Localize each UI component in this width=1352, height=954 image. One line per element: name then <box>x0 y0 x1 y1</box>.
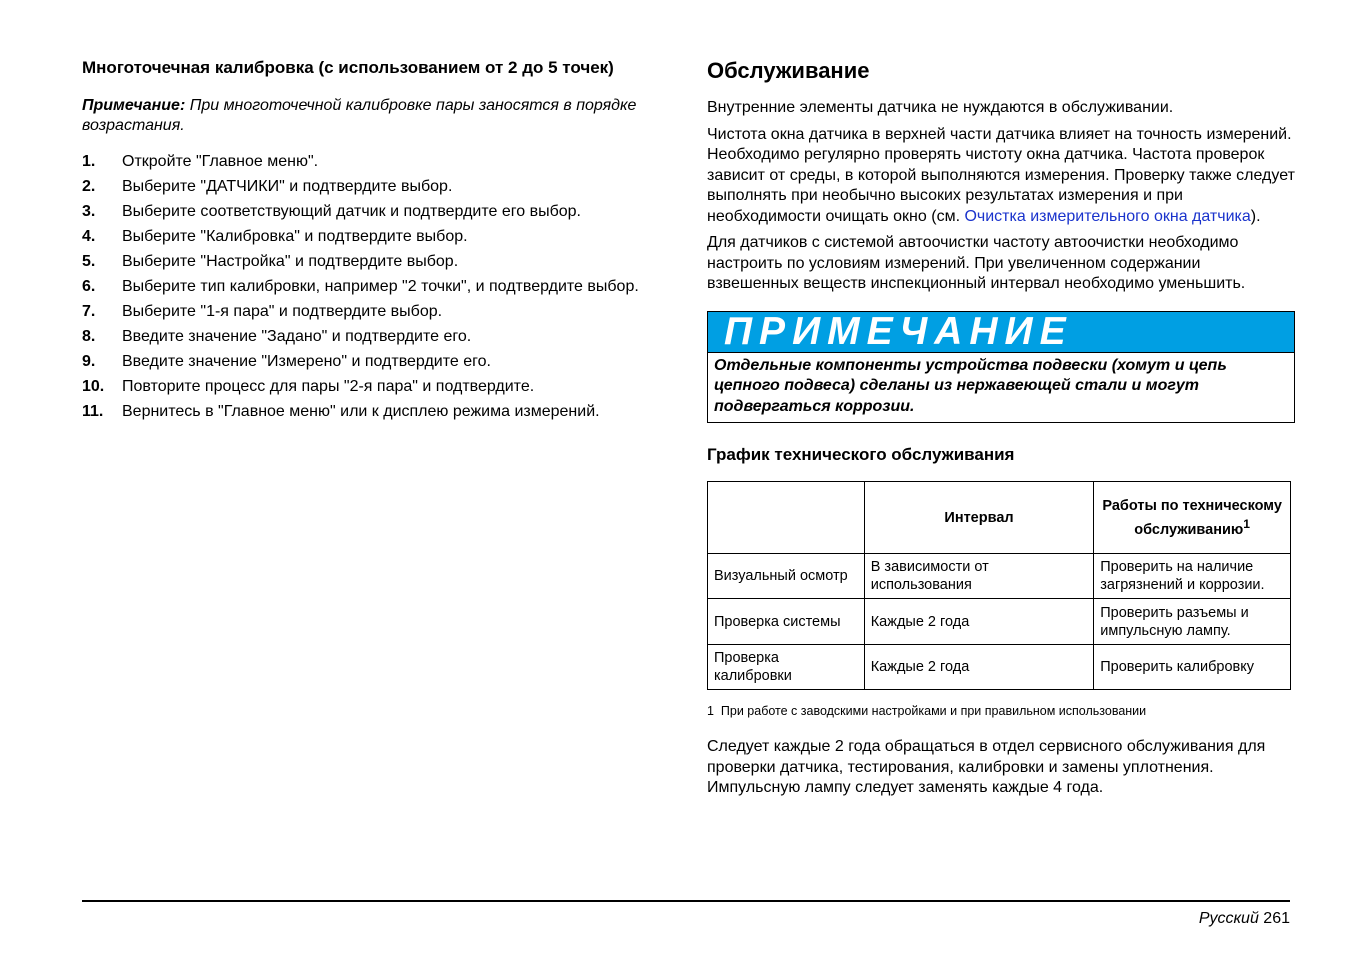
list-item <box>82 377 672 397</box>
list-item <box>82 302 672 322</box>
notice-box <box>707 311 1295 424</box>
footer-divider <box>82 900 1290 902</box>
list-item <box>82 202 672 222</box>
header-text: Работы по техническому обслуживанию <box>1102 497 1282 538</box>
step-text: Выберите тип калибровки, например "2 точки", и подтвердите выбор. <box>122 278 639 295</box>
list-item <box>82 352 672 372</box>
right-column <box>707 58 1295 799</box>
table-row <box>708 554 1291 599</box>
footnote-ref: 1 <box>1243 516 1250 531</box>
cleaning-window-link[interactable]: Очистка измерительного окна датчика <box>964 207 1251 225</box>
paragraph-text: Чистота окна датчика в верхней части датчика влияет на точность измерений. Необходимо регулярно проверять чистоту окна датчика. Частота проверок зависит от среды, в которой выполняются измерения. Проверку также следует выполнять при необычно высоких результатах измерения и при необходимости очищать окно (см. <box>707 125 1295 225</box>
table-cell: Проверить на наличие загрязнений и коррозии. <box>1094 554 1291 599</box>
step-number: 10. <box>82 378 105 395</box>
section-heading-maintenance: Обслуживание <box>707 58 870 83</box>
table-cell: В зависимости от использования <box>864 554 1094 599</box>
list-item <box>82 252 672 272</box>
step-text: Выберите соответствующий датчик и подтвердите его выбор. <box>122 203 581 220</box>
notice-text: Отдельные компоненты устройства подвески (хомут и цепь цепного подвеса) сделаны из нержавеющей стали и могут подвергаться коррозии. <box>714 356 1227 415</box>
step-text: Выберите "ДАТЧИКИ" и подтвердите выбор. <box>122 178 453 195</box>
table-row <box>708 645 1291 690</box>
left-column <box>82 58 672 427</box>
step-text: Выберите "1-я пара" и подтвердите выбор. <box>122 303 443 320</box>
paragraph-text: ). <box>1250 207 1261 225</box>
step-text: Введите значение "Задано" и подтвердите его. <box>122 328 472 345</box>
step-text: Выберите "Настройка" и подтвердите выбор. <box>122 253 459 270</box>
table-cell: Визуальный осмотр <box>708 554 865 599</box>
notice-banner: ПРИМЕЧАНИЕ <box>708 312 1294 353</box>
step-number: 4. <box>82 228 96 245</box>
page-footer <box>1199 910 1290 928</box>
step-text: Повторите процесс для пары "2-я пара" и подтвердите. <box>122 378 535 395</box>
paragraph: Следует каждые 2 года обращаться в отдел сервисного обслуживания для проверки датчика, тестирования, калибровки и замены уплотнения. Импульсную лампу следует заменять каждые 4 года. <box>707 738 1266 796</box>
step-number: 9. <box>82 353 96 370</box>
table-header-cell <box>708 482 865 554</box>
steps-list <box>82 152 672 422</box>
step-text: Выберите "Калибровка" и подтвердите выбор. <box>122 228 468 245</box>
list-item <box>82 177 672 197</box>
list-item <box>82 402 672 422</box>
table-header-cell <box>1094 482 1291 554</box>
paragraph <box>707 125 1295 228</box>
table-cell: Каждые 2 года <box>864 599 1094 645</box>
table-row <box>708 599 1291 645</box>
list-item <box>82 277 672 297</box>
step-number: 1. <box>82 153 96 170</box>
table-cell: Проверить разъемы и импульсную лампу. <box>1094 599 1291 645</box>
note-text: При многоточечной калибровке пары заносятся в порядке возрастания. <box>82 97 637 134</box>
table-cell: Проверка калибровки <box>708 645 865 690</box>
step-number: 8. <box>82 328 96 345</box>
maintenance-schedule-heading: График технического обслуживания <box>707 445 1015 464</box>
step-number: 5. <box>82 253 96 270</box>
table-cell: Проверка системы <box>708 599 865 645</box>
list-item <box>82 327 672 347</box>
step-number: 11. <box>82 403 104 420</box>
table-header-row <box>708 482 1291 554</box>
page-number: 261 <box>1263 910 1290 927</box>
table-header-cell: Интервал <box>864 482 1094 554</box>
footer-language: Русский <box>1198 910 1259 927</box>
table-cell: Каждые 2 года <box>864 645 1094 690</box>
table-cell: Проверить калибровку <box>1094 645 1291 690</box>
footnote-number: 1 <box>707 704 714 718</box>
step-text: Введите значение "Измерено" и подтвердите его. <box>122 353 491 370</box>
note-label: Примечание: <box>82 97 186 114</box>
footnote-text: При работе с заводскими настройками и при правильном использовании <box>720 704 1147 718</box>
paragraph: Внутренние элементы датчика не нуждаются в обслуживании. <box>707 99 1174 116</box>
section-heading-multipoint: Многоточечная калибровка (с использованием от 2 до 5 точек) <box>82 58 614 77</box>
paragraph: Для датчиков с системой автоочистки частоту автоочистки необходимо настроить по условиям измерений. При увеличенном содержании взвешенных веществ инспекционный интервал необходимо уменьшить. <box>707 234 1246 292</box>
step-number: 3. <box>82 203 96 220</box>
step-number: 7. <box>82 303 96 320</box>
step-text: Откройте "Главное меню". <box>122 153 319 170</box>
list-item <box>82 152 672 172</box>
step-text: Вернитесь в "Главное меню" или к дисплею режима измерений. <box>122 403 600 420</box>
footnote <box>707 703 1295 719</box>
step-number: 2. <box>82 178 96 195</box>
maintenance-table <box>707 481 1291 690</box>
step-number: 6. <box>82 278 96 295</box>
note <box>82 96 672 136</box>
list-item <box>82 227 672 247</box>
